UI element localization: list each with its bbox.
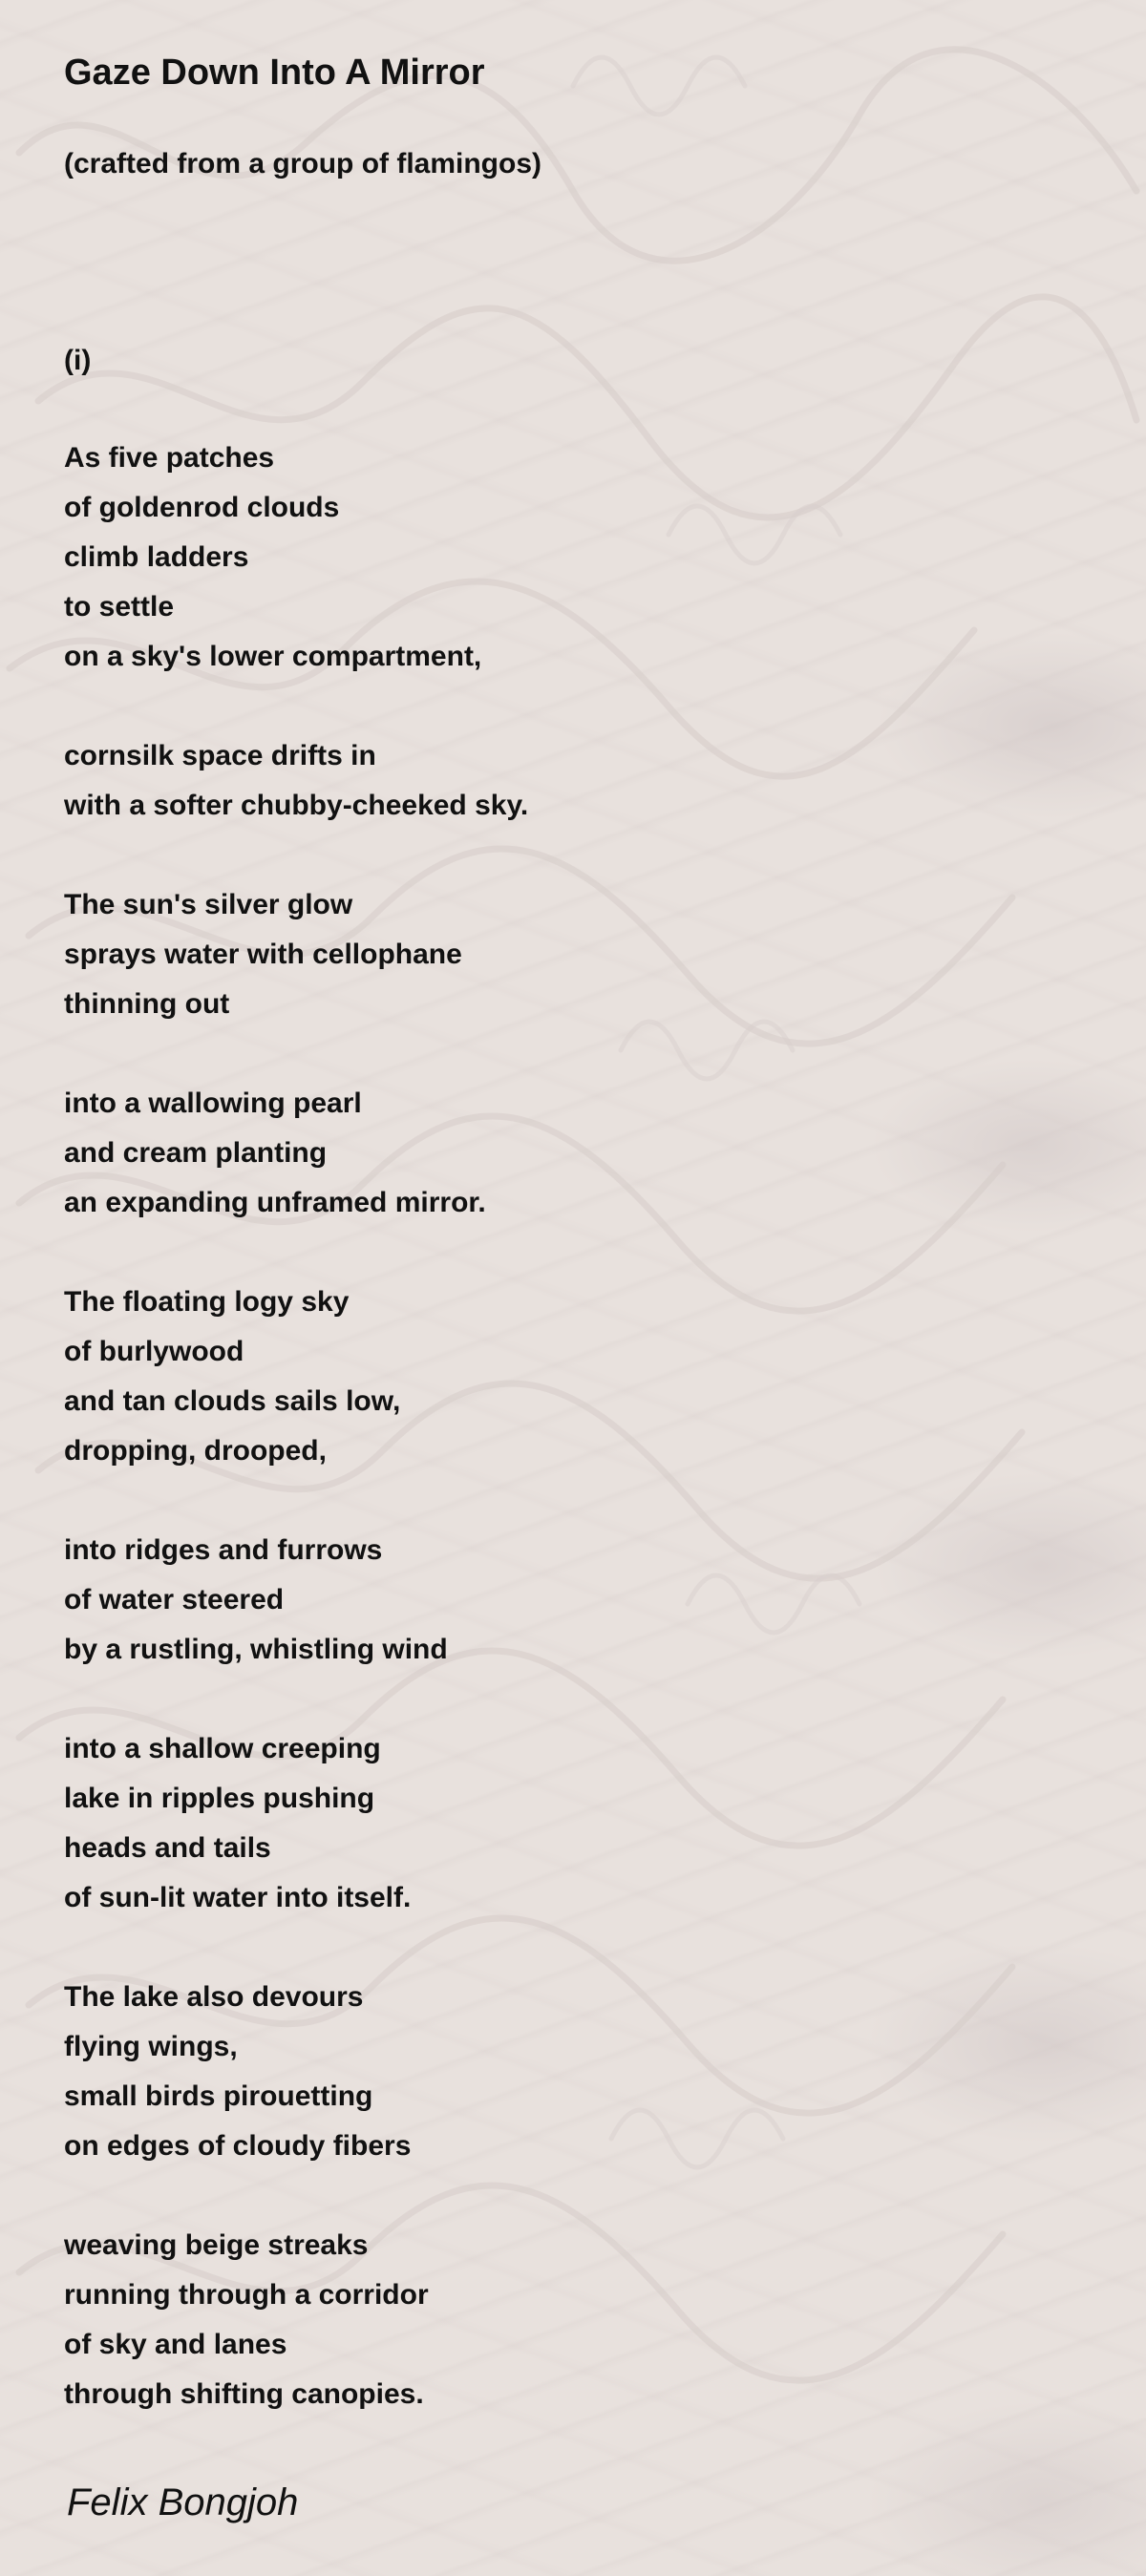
poem-author: Felix Bongjoh <box>67 2481 299 2523</box>
poem-line: As five patches <box>64 442 275 474</box>
poem-line: flying wings, <box>64 2031 238 2062</box>
poem-line: The sun's silver glow <box>64 889 353 920</box>
poem-line: dropping, drooped, <box>64 1435 327 1467</box>
poem-line: of water steered <box>64 1584 285 1615</box>
stanza-1 <box>64 433 481 682</box>
poem-line: small birds pirouetting <box>64 2080 373 2112</box>
poem-line: thinning out <box>64 988 230 1020</box>
section-heading: (i) <box>64 345 92 376</box>
poem-line: of sky and lanes <box>64 2329 287 2360</box>
poem-line: through shifting canopies. <box>64 2378 424 2410</box>
stanza-6 <box>64 1526 448 1675</box>
poem-line: of burlywood <box>64 1336 244 1367</box>
poem-line: an expanding unframed mirror. <box>64 1187 486 1218</box>
poem-line: into a shallow creeping <box>64 1733 381 1764</box>
poem-title: Gaze Down Into A Mirror <box>64 53 485 93</box>
poem-line: on edges of cloudy fibers <box>64 2130 412 2162</box>
poem-line: of goldenrod clouds <box>64 492 340 523</box>
stanza-4 <box>64 1079 486 1228</box>
poem-line: into ridges and furrows <box>64 1534 383 1566</box>
poem-line: heads and tails <box>64 1832 271 1864</box>
poem-line: The lake also devours <box>64 1981 364 2013</box>
poem-line: and tan clouds sails low, <box>64 1385 401 1417</box>
stanza-2 <box>64 731 528 831</box>
poem-line: weaving beige streaks <box>64 2229 369 2261</box>
poem-container <box>64 50 1095 2410</box>
poem-line: into a wallowing pearl <box>64 1087 362 1119</box>
stanza-3 <box>64 880 462 1029</box>
poem-line: of sun-lit water into itself. <box>64 1882 412 1913</box>
poem-line: climb ladders <box>64 541 249 573</box>
poem-line: cornsilk space drifts in <box>64 740 376 771</box>
poem-line: lake in ripples pushing <box>64 1783 375 1814</box>
stanza-7 <box>64 1724 411 1923</box>
poem-subtitle: (crafted from a group of flamingos) <box>64 148 542 179</box>
stanza-5 <box>64 1277 400 1476</box>
stanza-9 <box>64 2221 429 2419</box>
poem-line: on a sky's lower compartment, <box>64 641 482 672</box>
stanza-8 <box>64 1973 411 2171</box>
poem-line: with a softer chubby-cheeked sky. <box>64 790 529 821</box>
poem-line: The floating logy sky <box>64 1286 350 1318</box>
poem-line: sprays water with cellophane <box>64 939 462 970</box>
poem-line: by a rustling, whistling wind <box>64 1634 448 1665</box>
poem-line: running through a corridor <box>64 2279 429 2311</box>
poem-line: to settle <box>64 591 175 623</box>
poem-line: and cream planting <box>64 1137 328 1169</box>
